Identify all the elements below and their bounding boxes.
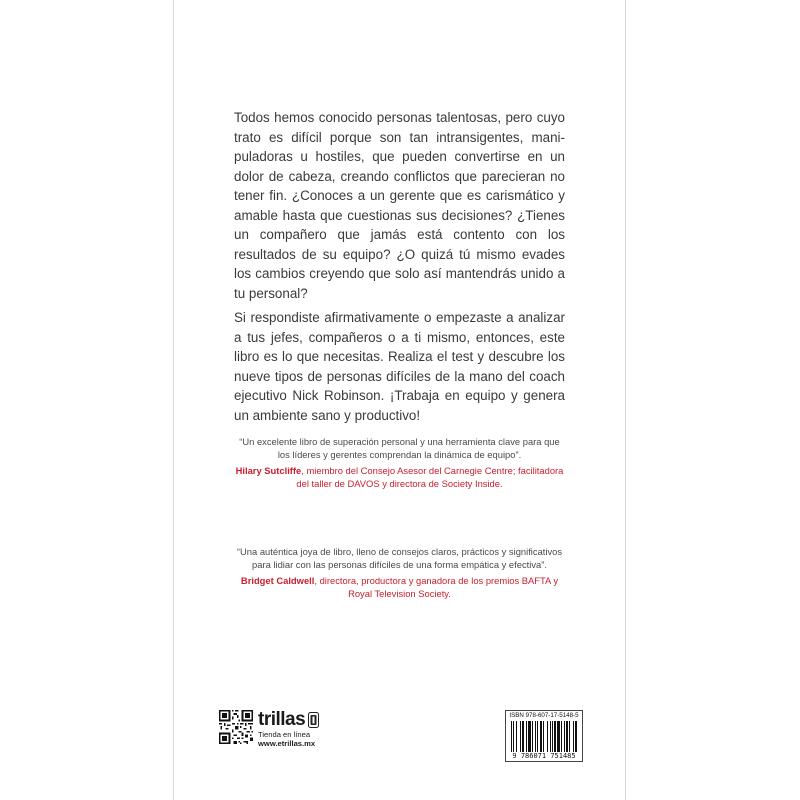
isbn-barcode [505, 710, 583, 762]
testimonial-text: “Un excelente libro de superación personal y una herramienta clave para que los líderes y gerentes comprendan la dinámica de equipo”. [239, 436, 560, 460]
testimonial-text: “Una auténtica joya de libro, lleno de consejos claros, prácticos y significativos para lidiar con las personas difíciles de una forma empática y efectiva”. [236, 546, 563, 570]
testimonial-role: , miembro del Consejo Asesor del Carnegie Centre; facilitadora del taller de DAVOS y directora de Society Inside. [296, 465, 564, 489]
publisher-name: trillas [258, 709, 306, 730]
testimonial-author: Bridget Caldwell [240, 575, 315, 586]
testimonial-2 [234, 546, 565, 600]
qr-code-icon[interactable] [219, 710, 253, 744]
testimonial-attribution [234, 575, 565, 600]
barcode-icon [511, 721, 577, 752]
description-paragraph-1: Todos hemos conocido personas talentosas, pero cuyo trato es difícil porque son tan intransigentes, manipuladoras u hostiles, que pueden convertirse en un dolor de cabeza, creando conflictos que parecieran no tener fin. ¿Conoces a un gerente que es carismático y amable hasta que cuestionas sus decisiones? ¿Tienes un compañero que jamás está contento con los resultados de su equipo? ¿O quizá tú mismo evades los cambios creyendo que solo así mantendrás unido a tu personal? [234, 110, 565, 301]
publisher-block [219, 710, 319, 750]
testimonial-author: Hilary Sutcliffe [235, 465, 302, 476]
back-cover [173, 0, 626, 800]
testimonial-role: , directora, productora y ganadora de los premios BAFTA y Royal Television Society. [314, 575, 559, 599]
publisher-logo-icon [308, 712, 319, 728]
store-label: Tienda en línea [258, 730, 311, 739]
publisher-brand [258, 710, 319, 748]
testimonial-1 [234, 436, 565, 490]
barcode-digits: 9 786071 751485 [512, 752, 576, 760]
testimonial-attribution [234, 465, 565, 490]
store-url-link[interactable]: www.etrillas.mx [258, 739, 316, 748]
description-paragraph-2: Si respondiste afirmativamente o empezaste a analizar a tus jefes, compañeros o a ti mismo, entonces, este libro es lo que necesitas. Realiza el test y descubre los nueve tipos de personas difíciles de la mano del coach ejecutivo Nick Robinson. ¡Trabaja en equipo y genera un ambiente sano y productivo! [234, 310, 565, 423]
isbn-label: ISBN 978-607-17-5148-5 [509, 712, 579, 719]
